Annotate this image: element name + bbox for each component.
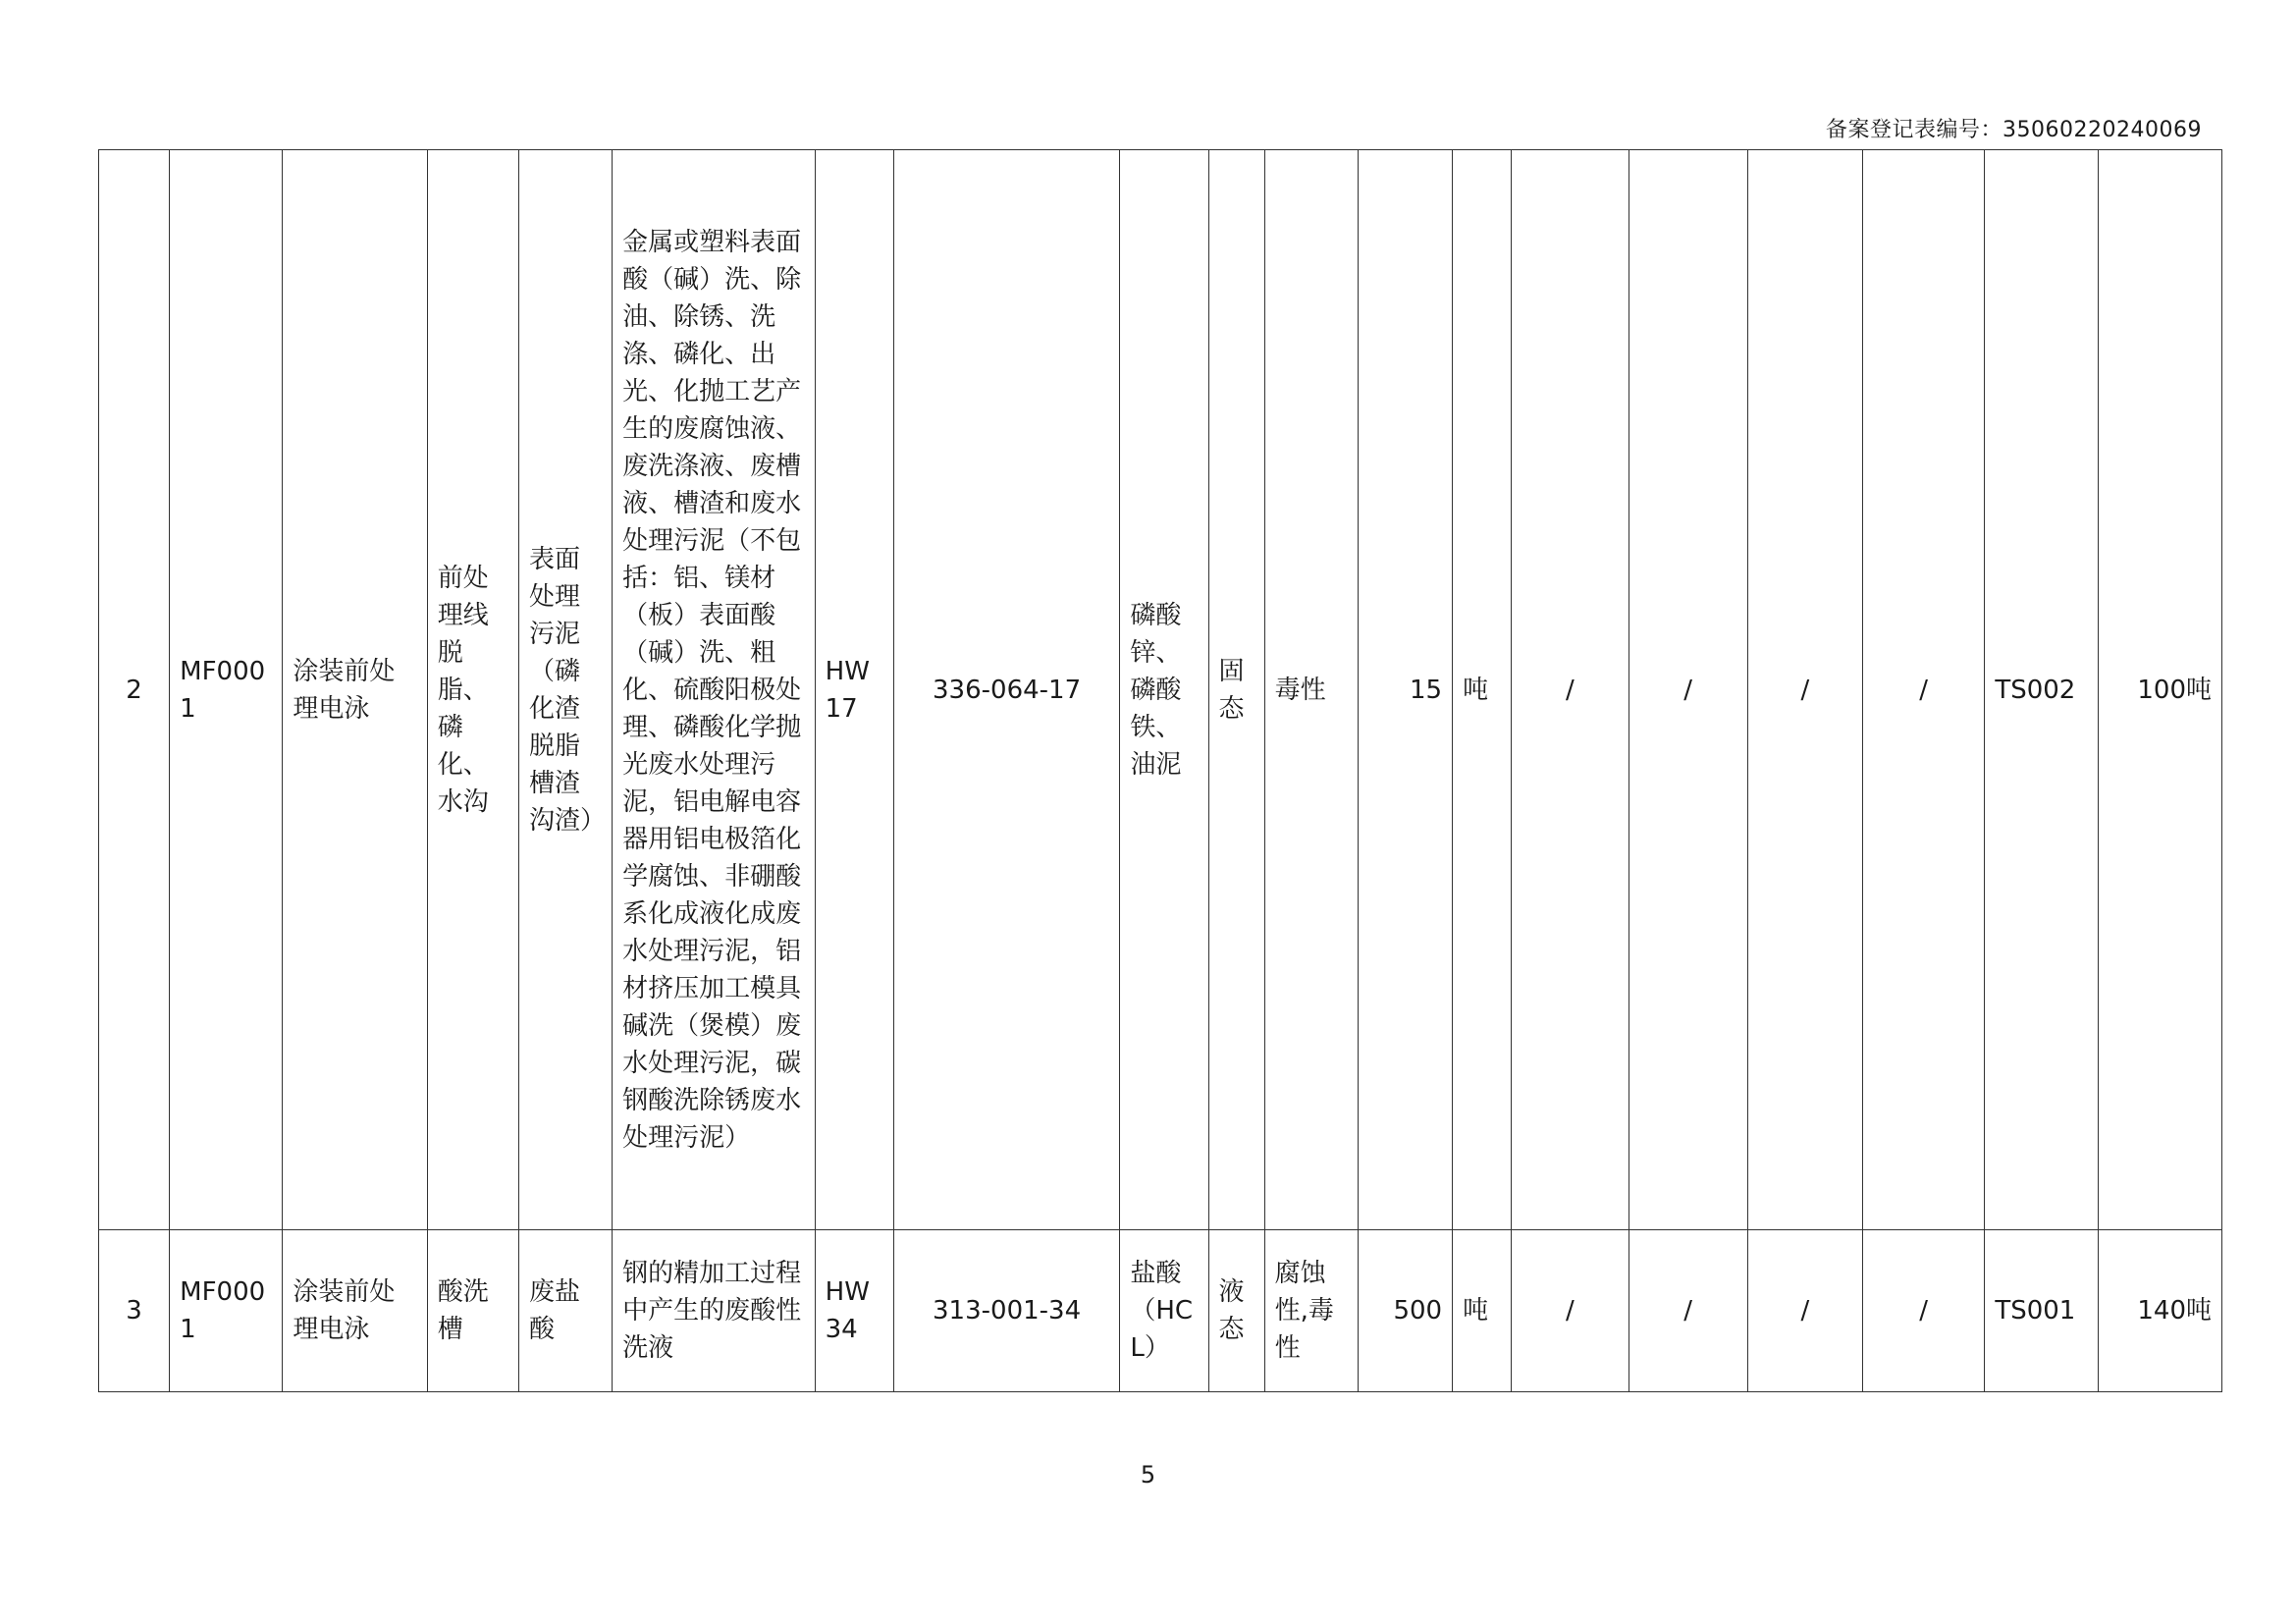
cell-slash-4: / — [1863, 150, 1985, 1230]
cell-amount: 15 — [1358, 150, 1452, 1230]
cell-hazard: 腐蚀性,毒性 — [1264, 1230, 1358, 1392]
cell-slash-2: / — [1629, 150, 1747, 1230]
cell-facility: TS001 — [1985, 1230, 2098, 1392]
table-row — [99, 1230, 2222, 1392]
cell-description: 钢的精加工过程中产生的废酸性洗液 — [613, 1230, 815, 1392]
cell-form: 固态 — [1208, 150, 1264, 1230]
cell-waste-code: 313-001-34 — [893, 1230, 1120, 1392]
cell-description: 金属或塑料表面酸（碱）洗、除油、除锈、洗涤、磷化、出光、化抛工艺产生的废腐蚀液、废洗涤液、废槽液、槽渣和废水处理污泥（不包括：铝、镁材（板）表面酸（碱）洗、粗化、硫酸阳极处理、磷酸化学抛光废水处理污泥，铝电解电容器用铝电极箔化学腐蚀、非硼酸系化成液化成废水处理污泥，铝材挤压加工模具碱洗（煲模）废水处理污泥，碳钢酸洗除锈废水处理污泥） — [613, 150, 815, 1230]
cell-seq: 2 — [99, 150, 170, 1230]
cell-unit: 吨 — [1453, 1230, 1512, 1392]
cell-amount: 500 — [1358, 1230, 1452, 1392]
cell-waste-name: 表面处理污泥（磷化渣脱脂槽渣沟渣） — [518, 150, 612, 1230]
cell-product: 涂装前处理电泳 — [283, 1230, 427, 1392]
cell-slash-1: / — [1512, 1230, 1629, 1392]
cell-code: MF0001 — [170, 1230, 283, 1392]
page-number: 5 — [1140, 1461, 1156, 1489]
cell-form: 液态 — [1208, 1230, 1264, 1392]
cell-waste-name: 废盐酸 — [518, 1230, 612, 1392]
cell-process: 酸洗槽 — [427, 1230, 518, 1392]
cell-slash-3: / — [1747, 1230, 1862, 1392]
cell-category: HW34 — [815, 1230, 893, 1392]
hazardous-waste-table — [98, 149, 2222, 1392]
cell-facility: TS002 — [1985, 150, 2098, 1230]
cell-slash-4: / — [1863, 1230, 1985, 1392]
cell-slash-1: / — [1512, 150, 1629, 1230]
cell-capacity: 100吨 — [2098, 150, 2221, 1230]
cell-capacity: 140吨 — [2098, 1230, 2221, 1392]
cell-slash-2: / — [1629, 1230, 1747, 1392]
cell-hazard: 毒性 — [1264, 150, 1358, 1230]
cell-process: 前处理线脱脂、磷化、水沟 — [427, 150, 518, 1230]
registration-number: 备案登记表编号：35060220240069 — [1826, 118, 2202, 142]
cell-slash-3: / — [1747, 150, 1862, 1230]
cell-unit: 吨 — [1453, 150, 1512, 1230]
cell-waste-code: 336-064-17 — [893, 150, 1120, 1230]
table-row — [99, 150, 2222, 1230]
cell-seq: 3 — [99, 1230, 170, 1392]
cell-product: 涂装前处理电泳 — [283, 150, 427, 1230]
cell-code: MF0001 — [170, 150, 283, 1230]
cell-component: 磷酸锌、磷酸铁、油泥 — [1120, 150, 1208, 1230]
cell-component: 盐酸（HCL） — [1120, 1230, 1208, 1392]
cell-category: HW17 — [815, 150, 893, 1230]
